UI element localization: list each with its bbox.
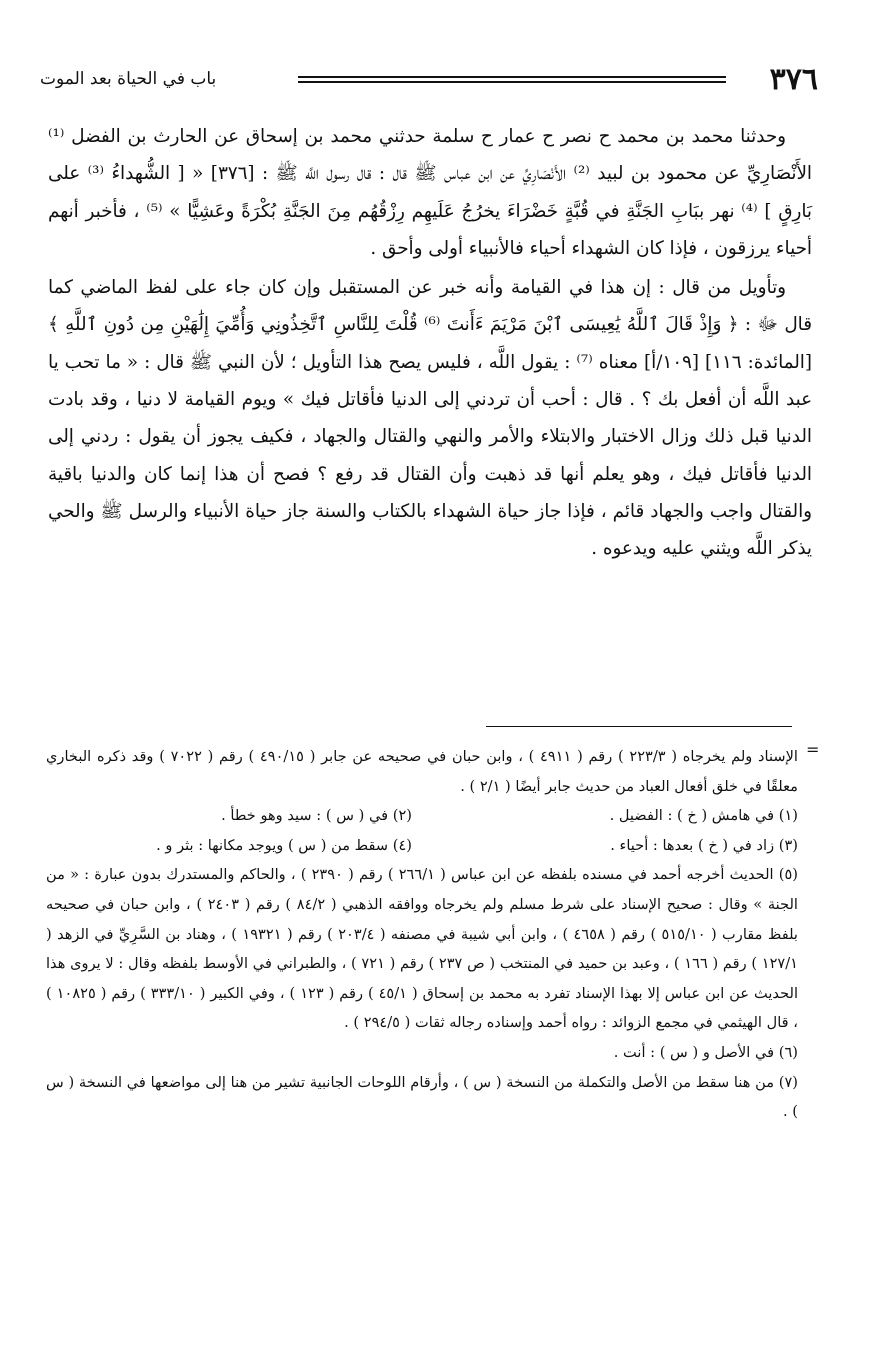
footnote-row — [46, 801, 798, 831]
main-text — [48, 118, 812, 568]
page-number: ٣٧٦ — [769, 62, 818, 97]
footnote-row — [46, 831, 798, 861]
footnote-2: (٢) في ( س ) : سيد وهو خطأ . — [221, 807, 412, 825]
paragraph-2: وتأويل من قال : إن هذا في القيامة وأنه خبر عن المستقبل وإن كان جاء على لفظ الماضي كما قال ﷻ : ﴿ وَإِذْ قَالَ ٱللَّهُ يَٰعِيسَى ٱبْنَ مَرْيَمَ ءَأَنتَ ⁽⁶⁾ قُلْتَ لِلنَّاسِ ٱتَّخِذُونِي وَأُمِّيَ إِلَٰهَيْنِ مِن دُونِ ٱللَّهِ ﴾ [المائدة: ١١٦] [١٠٩/أ] معناه ⁽⁷⁾ : يقول اللَّه ، فليس يصح هذا التأويل ؛ لأن النبي ﷺ قال : « ما تحب يا عبد اللَّه أن أفعل بك ؟ . قال : أحب أن تردني إلى الدنيا فأقاتل فيك » ويوم القيامة لا دنيا ، وقد بادت الدنيا قبل ذلك وزال الاختبار والابتلاء والأمر والنهي والقتال والجهاد ، فكيف يجوز أن يقول : ردني إلى الدنيا فأقاتل فيك ، وهو يعلم أنها قد ذهبت وأن القتال قد رفع ؟ فصح أن هذا إنما كان والدنيا باقية والقتال واجب والجهاد قائم ، فإذا جاز حياة الشهداء بالكتاب والسنة جاز حياة الأنبياء والرسل ﷺ والحي يذكر اللَّه ويثني عليه ويدعوه . — [48, 277, 812, 560]
footnote-3: (٣) زاد في ( خ ) بعدها : أحياء . — [610, 836, 798, 854]
page-header — [40, 62, 830, 102]
footnote-continuation: الإسناد ولم يخرجاه ( ٢٢٣/٣ ) رقم ( ٤٩١١ ) ، وابن حبان في صحيحه عن جابر ( ٤٩٠/١٥ ) رقم ( ٧٠٢٢ ) وقد ذكره البخاري معلقًا في خلق أفعال العباد من حديث جابر أيضًا ( ٢/١ ) . — [46, 748, 798, 795]
paragraph-1: وحدثنا محمد بن محمد ح نصر ح عمار ح سلمة حدثني محمد بن إسحاق عن الحارث بن الفضل ⁽¹⁾ الأَنْصَارِيِّ عن محمود بن لبيد ⁽²⁾ الأَنْصَارِيِّ عن ابن عباس ﷺ قال : قال رسول اللَّه ﷺ : [٣٧٦] « [ الشُّهداءُ ⁽³⁾ على بَارِقٍ ] ⁽⁴⁾ نهر ببَابِ الجَنَّةِ في قُبَّةٍ خَضْرَاءَ يخرُجُ عَلَيهِم رِزْقُهُم مِنَ الجَنَّةِ بُكْرَةً وعَشِيًّا » ⁽⁵⁾ ، فأخبر أنهم أحياء يرزقون ، فإذا كان الشهداء أحياء فالأنبياء أولى وأحق . — [48, 126, 813, 259]
chapter-title: باب في الحياة بعد الموت — [40, 69, 217, 89]
footnote-4: (٤) سقط من ( س ) ويوجد مكانها : بثر و . — [156, 836, 412, 854]
footnote-separator — [486, 726, 792, 727]
footnote-6: (٦) في الأصل و ( س ) : أنت . — [613, 1043, 798, 1061]
footnote-7: (٧) من هنا سقط من الأصل والتكملة من النسخة ( س ) ، وأرقام اللوحات الجانبية تشير من هنا إلى مواضعها في النسخة ( س ) . — [46, 1073, 798, 1121]
footnote-5: (٥) الحديث أخرجه أحمد في مسنده بلفظه عن ابن عباس ( ٢٦٦/١ ) رقم ( ٢٣٩٠ ) ، والحاكم والمستدرك بدون عبارة : « من الجنة » وقال : صحيح الإسناد على شرط مسلم ولم يخرجاه ووافقه الذهبي ( ٨٤/٢ ) رقم ( ٢٤٠٣ ) ، وابن حبان في صحيحه بلفظ مقارب ( ٥١٥/١٠ ) رقم ( ٤٦٥٨ ) ، وابن أبي شيبة في مصنفه ( ٢٠٣/٤ ) رقم ( ١٩٣٢١ ) ، وهناد بن السَّرِيِّ في الزهد ( ١٢٧/١ ) رقم ( ١٦٦ ) ، وعبد بن حميد في المنتخب ( ص ٢٣٧ ) رقم ( ٧٢١ ) ، والطبراني في الأوسط بلفظه وقال : لا يروى هذا الحديث عن ابن عباس إلا بهذا الإسناد تفرد به محمد بن إسحاق ( ٤٥/١ ) رقم ( ١٢٣ ) ، وفي الكبير ( ٣٣٣/١٠ ) رقم ( ١٠٨٢٥ ) ، قال الهيثمي في مجمع الزوائد : رواه أحمد وإسناده رجاله ثقات ( ٢٩٤/٥ ) . — [46, 866, 799, 1032]
footnotes — [46, 742, 798, 1127]
continuation-mark: = — [806, 740, 820, 759]
footnote-1: (١) في هامش ( خ ) : الفضيل . — [609, 807, 798, 825]
header-double-rule — [298, 76, 726, 83]
